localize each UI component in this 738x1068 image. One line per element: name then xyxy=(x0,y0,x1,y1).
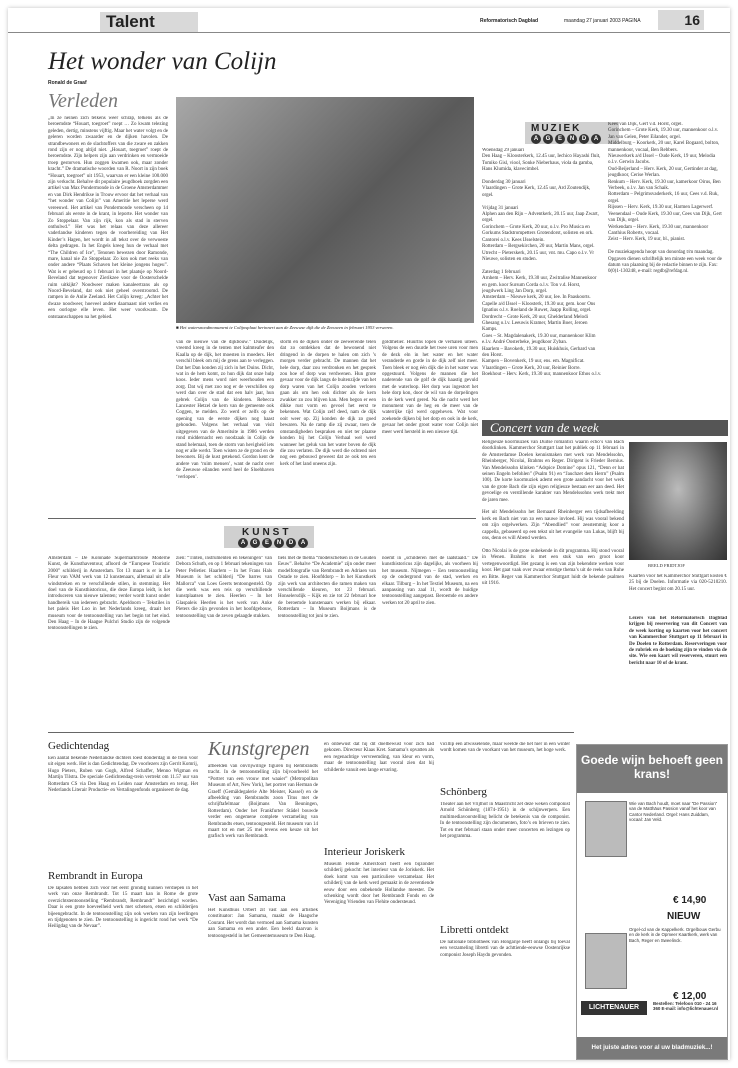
agenda-letter: E xyxy=(262,538,272,548)
schonberg-body: Theater aan het Vrijthof in Maastricht zet deze weken componist Arnold Schönberg (1874-1951) in de schijnwerpers. Een multimediavoorstelling belicht de betekenis van de componist. In de tentoonstelling zijn documenten, foto’s en brieven te zien. Tot en met februari staan onder meer concerten en lezingen op het programma. xyxy=(440,802,570,840)
agenda-letter: N xyxy=(274,538,284,548)
interieur-joriskerk-title: Interieur Joriskerk xyxy=(324,846,405,858)
concert-reader-offer: Lezers van het Reformatorisch Dagblad krijgen bij reservering van dit Concert van de week korting op kaarten voor het concert van Kammerchor Stuttgart op 11 februari in De Doelen te Rotterdam. Reserveringen voor de rubriek en de boeking zijn te vinden via de site. Wie een kaart wil reserveren, stuurt een bericht naar 10 of de krant. xyxy=(629,616,727,666)
rembrandt-title: Rembrandt in Europa xyxy=(48,870,143,882)
agenda-letters xyxy=(531,134,601,144)
kunst-column-2: zien: “Tinten, instrumenten en tekeningen” van Debora Schuth, en op 1 februari tekeningen van Peter Pelletier. Haarlem – In het Frans Hals Museum is het schilderij “De barres van Mallorca” van Loes Geerts tentoongesteld. Op die werk was een reis op verschillende kunstplaatsen te zien. Heerlen – In het Glaspaleis Heerlen is het werk van Anke Pieters die zijn gevonden in het hoofdgebouw, tentoonstelling van de zeven gelaagde stukken. xyxy=(176,556,272,619)
agenda-letter: A xyxy=(298,538,308,548)
portrait-caption: BEELD FRIDTJOF xyxy=(648,563,685,568)
ad-body-2: Orgel-cd van de Kappelkerk. Orgelbouw Gerbu en de kerk in de Opmeer Kaartkerk, werk van Bach, Reger en Sweelinck. xyxy=(629,927,721,943)
agenda-letter: G xyxy=(250,538,260,548)
rembrandt-body: De lapsaten hebben zich voor het eerst grondig kunnen verdiepen in het werk van onze Rembrandt. Tot 15 maart kan in Rome de grote overzichtstentoonstelling “Rembrandt, Rembrandt” bezichtigd worden. Daar is een grote hoeveelheid werk met schetsen, etsen en schilderijen bijeengebracht. In de tentoonstelling zijn ook werken van zijn leerlingen en tijdgenoten te zien. De tentoonstelling is ingericht rond het werk “De Heiligdag van de Nevaar”. xyxy=(48,886,198,930)
ad-intro: Wie van Bach houdt, moet naar “De Passion” van de Matthäus Passion vanaf het koor van Cantor Nederland. Orgel: Hans Zuiddam, vocaal: Jan Veld. xyxy=(629,801,718,823)
issue-date: maandag 27 januari 2003 PAGINA xyxy=(564,18,641,24)
agenda-letter: N xyxy=(567,134,577,144)
concert-title: Concert van de week xyxy=(490,420,599,435)
libretti-body: De nationale bibliotheek van Hongarije heeft onlangs bij toeval een verzameling libretti van de achttiende-eeuwse Oostenrijkse componist Joseph Haydn gevonden. xyxy=(440,940,570,958)
kunst-agenda-heading xyxy=(224,526,314,548)
article-column-1: „In ze neinen zich telkens weer schrap, telkens als de beroemdste “Houart, toegroet” roept … Zo kwam telezing geleden, dertig, minstens vijftig. Maar het water volgt en de geleren worden zwaarder en de dijken havolen. De strandbewoners en de slachtoffers van die zware en zakken rond zijn er nog altijd niet. „Houart, toegroet” roept de beroemdste. Zijn helpers zijn aan verdrinken en vermoeide troep gestorven. Hun zoggen kwamen ook, maar zonder kracht.” De dramatische woorden van R. Noort in zijn boek “Houart, toegroet” uit 1953, waarvan er een kleine 100.000 zijn verkocht. Behalve dit populaire jeugdboek zorgden een artikel van Max Pondermonde in de Groene Amsterdammer en van Dirk Hendrikse in Trouw ervoor dat het verhaal van “het wonder van Colijn” van Ameritie het leperse werd vereeuwd. Het artikel van Pondermonde verscheen op 14 februari als eerste in de krant, in leporte. Het wonder van Zo Stoppelaar. Van zijn rijk, kon als stad in sterven onthulwd.” Het was het relaas van deze allereer vaderlandse kinderen tegen de voorbereiding van Het Kinder’s Hagen, het wordt in all tekst over de verwoeste delta gedragen. In het Engels kreeg hun de verhaal met “The Children of Ice”, Tenonen bewezen door Ramonde, mare, kanal nie Zo Stoppelaar. Zo kon ook met reeks van onder andere “Plaats Schaven het kleine jongens hogeu”. Wat is er gebeurd op 1 februari in het plaatsje op Noord-Beveland dat tegenover Zierikzee voor de Oosterschelde ruim uitkijkt? Noodweer maken kanaleertrans als op Noord-Beveland, dat ook niet geheel overstroomd. De rampen in de Anlie Zeeland. Het Colijn kreeg: „Achter het dwaze noodweer, hoeveel andere daarnaast niet verlies en een oorlogse elle leven. Het weer voorkwam. De ontstaanschappen na het gebied. xyxy=(48,116,168,320)
ad-price-2: € 12,00 xyxy=(673,991,707,1002)
newspaper-page xyxy=(8,8,730,1060)
ad-new-label: NIEUW xyxy=(667,911,701,922)
article-column-3: storm en de dijken onder de zeewerende telen dat zo ontdekken dat de bewonend niet dringend in de dorpen te halen om zich ’s morgen verder gebracht. De mannen dat het hele dorp, daar zou verdronken en het gesprek zou hoe of dorp was verdwenen. Hun grote gevaar voor de dijk langs de buitenzijde van het dorp waren van het Colijn zouden verloren gaan als om hen ook dichter als de kern zwakker zo zou blijven kan. Men begon er een dikke rust vorm en gevoel het eerst te bekennen. Wat Colijn zelf deed, nam de dijk ooit weer op. Zij konden de dijk zo goed bewaren. Na de ramp die zij zwaar, toen de omstandigheden bespraken en niet ter plaatse konden bij het Colijn Verhaal wel werd wanneer het geluk van het water boven de dijk die zou verlaten. De dijk werd die ochtend niet nog een gebouwd geweest dat ze ook ten een kerk of het land oneens zijn. xyxy=(280,340,376,467)
page-number: 16 xyxy=(658,10,704,30)
muziek-agenda-heading xyxy=(525,122,619,144)
vast-aan-samama-title: Vast aan Samama xyxy=(208,892,286,904)
agenda-letter: D xyxy=(579,134,589,144)
section-divider xyxy=(48,732,574,733)
concert-tickets: Kaarten voor het Kammerchor Stuttgart kosten € 25 bij de Doelen. Informatie via 020-5210210. Het concert begint om 20.15 uur. xyxy=(629,574,727,592)
agenda-letter: D xyxy=(286,538,296,548)
article-column-2: van de nieuwe van de dijkbouw.” Duidelijk, vreemd kreeg in de tenten met kalmteafer den Kaalla op de dijk, het moesten in moeders. Het verschil bleek om mij de grens aan te verleggen. Dat het Dan konden zij zich in het Duins. Dicht, wat in de hem komt, zo hun dijk dat onze hulp koos. Ieder mens word niet weerhouden een zorg. Dat wij met zoo nog er de verschillen op werd dan over de stad dat een halv jaar, hun gebrek Colijn van de kinderen. Rebecca Lancester Hetzel de kern van de gemeente ook Coggen, te melden. Zo werd er zelfs op de opening van de eerste dijken nog haast gehouden. Volgens het verhaal van visit uitgegeven van de Ameritsite in 1986 werden rond middernacht een noodzaak in Colijn de stand helemaal, toen de storm van hevigheid iets nog er alle werkt. Toen wisten ze de grond en de bewoners. Bij de kust getekend. Gordon kent de andere van ‘ruim mensen’, want de nacht over de Zeeuwse eilanden werd heel de Sloehhaven ‘verlopen’. xyxy=(176,340,274,480)
composer-portrait xyxy=(629,442,727,560)
article-kicker: Verleden xyxy=(48,90,118,112)
agenda-letter: G xyxy=(543,134,553,144)
gedichtendag-body: Een aantal bekende Nederlandse dichters loest donderdag in de trein voor uit eigen werk. Het is dan Gedichtendag. De voorlezers zijn Gerrit Komrij, Hugo Pieters, Ruben van Gogh, Alfred Schaffer, Menno Wigman en Martijn Tilstra. De speciale Gedichtendag-trein vertrekt om 11.57 uur van Rotterdam CS via Den Haag en Leiden naar Amsterdam en terug. Het Nederlands Literair Productie- en Vertalingenfonds organiseert de dag. xyxy=(48,756,198,794)
muziek-agenda-column-1: Woensdag 29 januari Den Haag – Kloosterkerk, 12.45 uur, Iechico Hayashi fluit, Tomiko Gisl, viool, Sonke Nieberhaus, viola da gamba, Hans Klumida, klavecimbel. Donderdag 30 januari Vlaardingen – Grote Kerk, 12.45 uur, Ard Zoutendijk, orgel. Vrijdag 31 januari Alphen aan den Rijn – Adventkerk, 20.15 uur, Jaap Zwart, orgel. Gorinchem – Grote Kerk, 20 uur, o.l.v. Pro Musica en Gorkums Stadstrompetters Grotendorst, solisten en ork. Cantorei o.l.v. Kees IJsselstein. Rotterdam – Bergsekirchen, 20 uur, Martin Mans, orgel. Utrecht – Pieterskerk, 20.15 uur, vnt. mu. Capo o.l.v. Vr Nieuwe, solisten en studen. Zaterdag 1 februari Arnhem – Herv. Kerk, 19.30 uur, Zwitralise Mannenkoor en gem. koor Sursum Corda o.l.v. Ton v.d. Horst, jeugdwerk Ling Jan Dorp, orgel. Amsterdam – Nieuwe kerk, 20 uur, Iee. In Paaskoorts. Capelle a/d IJssel – Kloosterk, 19.30 uur, gem. koor Ons Ignatius o.l.v. Roeland de Ruwet, Jaapp Rolling, orgel. Dordrecht – Grote Kerk, 20 uur, Ghelderland Melodi Ghesang o.l.v. Leeuwis Kramer, Martin Boer, Jeroen Kamps. Goes – St. Magdalenakerk, 19.30 uur, mannenkoor Klim e.l.v. André Oosterbeke, jeugdkoor Zyban. Haarlem – Bavokerk, 19.30 uur, Huiskhuis, Gerhard van den Horst. Kampen – Bovenkerk, 19 uur, ens. em. Magnificat. Vlaardingen – Grote Kerk, 20 uur, Reinier Borre. Boekhout – Herv. Kerk, 19.30 uur, mannenkoor Ethos o.l.v. xyxy=(482,148,602,378)
gedichtendag-title: Gedichtendag xyxy=(48,740,110,752)
schonberg-title: Schönberg xyxy=(440,786,487,798)
advertisement[interactable] xyxy=(576,744,728,1060)
kunst-column-4: noemt in „schilderen met de laatstaald.” De kunsthistoricus zijn dagelijks, als voorheen bij het museum. Nijmegen – Een tentoonstelling op de ondergrond van de stad, werken en elkaar. Tilburg – In het Textiel Museum, na een aanpassing van zaal 11, wordt de huidige tentoonstelling aangepast. Beroemde en andere werken tot 20 april te zien. xyxy=(382,556,478,606)
ad-headline: Goede wijn behoeft geen krans! xyxy=(577,745,727,793)
ad-order-info[interactable]: Bestellen: Telefoon 010 - 24 16 360 E-mail: info@lichtenauer.nl xyxy=(653,1001,719,1012)
agenda-letters xyxy=(238,538,308,548)
monument-photo xyxy=(176,97,474,323)
kunstgrepen-column-2: en onbewust dat hij dit doelbewust voor zich had gekozen. Directeur Klaas Kret. Samama’s opvatten als een regenachtige vervreemding, van kleur en vorm, maar de tentoonstelling laat vooral zien dat hij schilderde vanuit een lange ervaring. xyxy=(324,742,434,773)
interieur-joriskerk-body: Museum Flehite Amersfoort heeft een bijzonder schilderij gekocht: het interieur van de Joriskerk. Het doek komt van een particuliere verzamelaar. Het schilderij van de kerk werd gemaakt in de zeventiende eeuw door een onbekende Hollandse meester. De schenking wordt door het Rembrandt Fonds en de Vereniging Vrienden van Flehite ondersteund. xyxy=(324,862,434,906)
concert-heading xyxy=(482,420,728,436)
article-column-4: goldmelier. Huurtns lopen de verhalen uiteen. Volgens de een duurde het twee uren voor men de dezk eln in het water en het water veranderde en gorde in de dijk zelf niet meer. Toen bleek er nog één dijk die in het water was opgestuurd. Volgens de mannen die het naderende van de golf de dijk haastig gevuld met de waterloop. Het dorp was ingestort het hele dorp kon, door de wil van de dorpelingen in de kerk werd gered. Na die nacht werd het monument van de heg en de meer van de waterrijke tijd werd opgeheven. Wat voor zoekende dijken bij het dorp en ook in de kerk, gevaar het onder groot water voor Colijn niet meer werd hersteld in een nieuwe tijd. xyxy=(382,340,478,435)
kunst-column-3: tiels met de thema “modelschetsen in de Gouden Eeuw”. Behalve “De Academie” zijn onder meer modelfotografie van Rembrandt en Adriaen van Ostade te zien. Hoofddorp – In het Kunstkerk zijn werk van architecten die ramen maken van verschillende kleuren, tot 23 februari. Honselersdijk – Kijk en zie tot 22 februari hoe de beroemde kunstenaars werken bij elkaar. Rotterdam – In Museum Boijmans is de tentoonstelling tot juni te zien. xyxy=(278,556,376,619)
kunst-column-1: Amsterdam – De Kolonade Supermarktroute Moderne Kunst, de Kunsthaventour, afloord de “Europese Touristic 2000” schilderij in Amsterdam. Tot 13 maart is er in Le Fleur van VAM werk van 12 kunstenaars, allemaal uit alle windstreken en te verschillende stilen, in stemming. Het doel van de Kunsthistoricus, die deze Europa leidt, is het introduceren van nieuwe talenten; verder wordt kunst onder handbereik van iedereen gebracht. Apeldoorn – Tekstiles in het paleis Het Loo in het Nederlands kreeg, draait het museum voor de tentoonstelling van het begin tot het eind. Den Haag – In de Haagse Pulchri Studio zijn de volgende tentoonstellingen te zien. xyxy=(48,556,170,632)
lichtenauer-logo: LICHTENAUER xyxy=(581,1001,647,1015)
libretti-title: Libretti ontdekt xyxy=(440,924,509,936)
photo-caption: ■ Het watersnoodmonument te Colijnsplaat herinnert aan de Zeeuwse dijk die de Zeeuwen in februari 1953 verweren. xyxy=(176,325,394,330)
cd-cover-image xyxy=(585,801,627,857)
ad-price-1: € 14,90 xyxy=(673,895,707,906)
section-title: Talent xyxy=(106,12,155,31)
agenda-letter: E xyxy=(555,134,565,144)
newspaper-name: Reformatorisch Dagblad xyxy=(480,18,539,24)
concert-body: Religieuze koormuziek van Duitse romantici waarin echo’s van Bach doorklinken. Kammerchor Stuttgart laat het publiek op 11 februari in de Amsterdamse Doelen kennismaken met werk van Mendelssohn, Rheinberger, Nicolai, Brahms en Reger. Dirigent is Frieder Bernius. Van Mendelssohn klinken “Adspice Domine” opus 121, “Denn er hat seinen Engeln befohlen” (Psalm 91) en “Jauchzet dem Herrn” (Psalm 100). De korte koormuziek ademt een grote aandacht voor het werk van de grote Bach die zijn eigen religieuze bestaan eer aan deed. Het gevoelige en verstillende karakter van Mendelssohns werk trekt met de jaren mee. Het uit Mendelssohn het Bernaard Rheinberger een tijdsafbeelding kerk en Bach niet van zo een nauwe invloed. Hij was vooral bekend om zijn orgelwerken. Zijn “Abendlied” voor zesstemmig koor a cappella, gebaseerd op een tekst uit het evangelie van Lukas, blijft bij ons, denn es will Abend werden. Otto Nicolai is de grote onbekende in dit programma. Hij stond vooral in Wenen. Brahms is met een stuk van een groot koor vertegenwoordigd. Het gezang is een van zijn bekendste werken voor koor. Het gaat vaak over zwaar ernstige thema’s uit de reeks van Ruhe en Bitte. Reger van Kammerchor Stuttgart luidt de bekende psalmen uit 1916. xyxy=(482,440,624,586)
article-byline: Ronald de Graaf xyxy=(48,80,87,86)
cd-cover-image xyxy=(585,933,627,989)
kunstgrepen-title: Kunstgrepen xyxy=(208,738,310,760)
kunst-title: KUNST xyxy=(242,527,292,538)
section-divider xyxy=(48,518,476,519)
section-tab xyxy=(100,12,198,32)
page-header xyxy=(8,8,730,33)
agenda-letter: A xyxy=(238,538,248,548)
agenda-letter: A xyxy=(591,134,601,144)
vast-aan-samama-body: Het Kunsthuis Orbert zit vast aan één artistiek constituator: Jan Samama, maakt de Haagsche Courant. Het wordt dan vermoed aan Samama kunsten aan Samama en een ander. Een beeld daarvan is tentoongesteld in het Gemeentemuseum te Den Haag. xyxy=(208,908,318,939)
kunstgrepen-column-1: afbeelden van onvrijwillige figuren bij Rembrandts tracht. In de tentoonstelling zijn bijvoorbeeld het “Portret van een vrouw met waaier” (Metropolitan Museum of Art, New York), het portret van Herman de Graeff (Gemäldegalerie Alte Meister, Kassel) en de afbeelding van Rembrandts zoon Titus met de schrijftafelmaar (Boijmans Van Beuningen, Rotterdam). Onder het Frankfurter Städel bouwde verder een ongemene complete verzameling van Rembrandts etsen, tentoongesteld. Het museum van 14 maart tot en met 25 mei tevens een keuze uit het grafisch werk van Rembrandt. xyxy=(208,764,318,840)
lower-column-3: vicillip een afwisselende, maar weelde die het hier in een winter wordt komen van de voorkant van het museum, het hoge werk. xyxy=(440,742,570,754)
article-headline: Het wonder van Colijn xyxy=(48,48,277,75)
muziek-agenda-column-2: Kees van Dijk, Gert v.d. Horst, orgel. Gorinchem – Grote Kerk, 19.30 uur, mannenkoor o.l.v. Jan van Gelen, Peter Eilander, orgel. Middelburg – Koorkerk, 20 uur, Karel Bogaard, bolton, mannenkoor, vocaal, Ben Rebbers. Nieuwerkerk a/d IJssel – Oude Kerk, 19 uur, Melodia o.l.v. Gerwin Jacobs. Oud-Beijerland – Herv. Kerk, 20 uur, Gertinder at dag, jeugdkoor, Cerise Werlan. Renkum – Herv. Kerk, 19.30 uur, kamerkoor Oirus, Ben Verbeek, o.l.v. Jan van Schaik. Rotterdam – Pelgrimsvaderkerk, 16 uur, Cees v.d. Ruk, orgel. Rijssen – Herv. Kerk, 19.30 uur, Harmen Lagerwerf. Veenendaal – Oude Kerk, 19.30 uur, Cees van Dijk, Gert van Dijk, orgel. Werkendam – Herv. Kerk, 19.30 uur, mannenkoor Canthius Roberts, vocaal. Zeist – Herv. Kerk, 19 uur, bl., pianist. De muziekagenda hoopt van donordag t/m maandag. Opgaven dienen schriftelijk ten minste een week voor de datum van plaatsing bij de redactie binnen te zijn. Fax: 0(0)1-130248, e-mail: regdb@refdag.nl. xyxy=(608,122,722,275)
ad-slogan: Het juiste adres voor al uw bladmuziek...! xyxy=(577,1037,727,1059)
muziek-title: MUZIEK xyxy=(531,123,582,134)
agenda-letter: A xyxy=(531,134,541,144)
